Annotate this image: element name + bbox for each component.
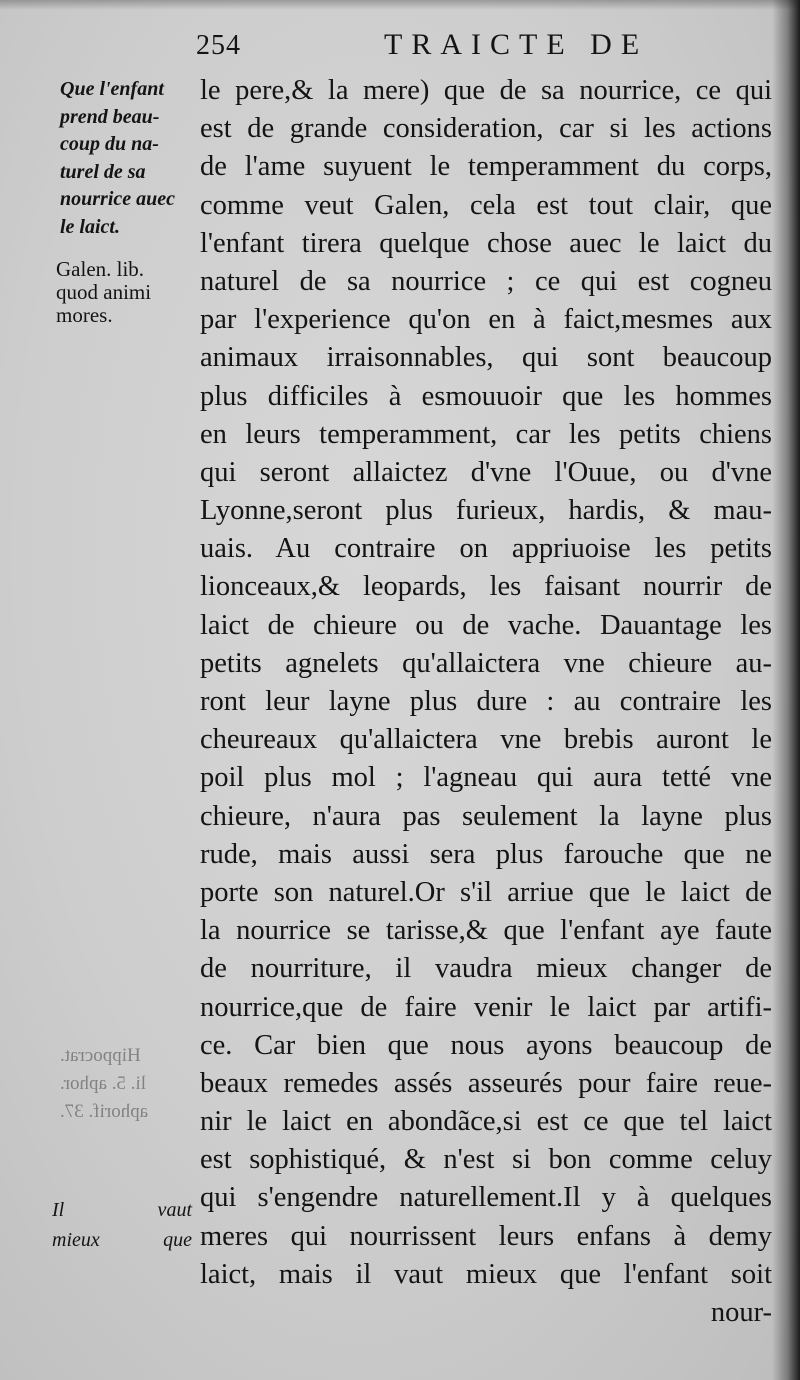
text-line: est sophistiqué, & n'est si bon comme celuy	[200, 1144, 772, 1176]
text-line: uais. Au contraire on appriuoise les petits	[200, 533, 772, 565]
catchword: nour-	[710, 1297, 772, 1328]
margin-note-line: prend beau-	[60, 105, 160, 128]
bleed-through-text	[60, 1042, 200, 1126]
text-line: comme veut Galen, cela est tout clair, que	[200, 189, 772, 221]
bleed-through-line: aphorif. 37.	[60, 1101, 149, 1122]
text-line: en leurs temperamment, car les petits chiens	[200, 418, 772, 450]
margin-note-nourrice	[60, 76, 175, 241]
margin-note-line: mieux que	[52, 1229, 192, 1251]
text-line: animaux irraisonnables, qui sont beaucoup	[200, 342, 772, 374]
text-line: est de grande consideration, car si les actions	[200, 113, 772, 145]
margin-note-line: nourrice auec	[60, 188, 175, 210]
text-line: nir le laict en abondãce,si est ce que tel laict	[200, 1106, 772, 1138]
page-top-shadow	[0, 0, 800, 10]
page-number: 254	[196, 30, 241, 61]
margin-note-line: Il vaut	[52, 1199, 192, 1221]
margin-note-line: quod animi	[56, 280, 152, 304]
text-line: cheureaux qu'allaictera vne brebis auront le	[200, 724, 772, 756]
text-line: plus difficiles à esmouuoir que les hommes	[200, 380, 772, 412]
text-line: la nourrice se tarisse,& que l'enfant aye faute	[200, 915, 772, 947]
text-line: de nourriture, il vaudra mieux changer de	[200, 953, 772, 985]
margin-note-line: Galen. lib.	[56, 257, 145, 281]
main-text-block	[200, 72, 772, 1332]
margin-note-line: coup du na-	[60, 133, 159, 155]
text-line: de l'ame suyuent le temperamment du corps,	[200, 151, 772, 183]
text-line: l'enfant tirera quelque chose auec le laict du	[200, 227, 772, 259]
text-line: poil plus mol ; l'agneau qui aura tetté vne	[200, 762, 772, 794]
margin-note-line: mores.	[56, 303, 113, 327]
text-line: meres qui nourrissent leurs enfans à demy	[200, 1220, 772, 1252]
text-line: laict de chieure ou de vache. Dauantage les	[200, 609, 772, 641]
gutter-shadow	[772, 0, 800, 1380]
text-line: qui seront allaictez d'vne l'Ouue, ou d'vne	[200, 456, 772, 488]
bleed-through-line: Hippocrat.	[60, 1045, 141, 1066]
text-line: Lyonne,seront plus furieux, hardis, & mau-	[200, 495, 772, 527]
text-line: naturel de sa nourrice ; ce qui est cogneu	[200, 265, 772, 297]
text-line: beaux remedes assés asseurés pour faire reue-	[200, 1067, 772, 1099]
text-line: par l'experience qu'on en à faict,mesmes aux	[200, 304, 772, 336]
running-title: TRAICTE DE	[384, 28, 649, 61]
bleed-through-line: li. 5. aphor.	[60, 1073, 147, 1094]
margin-note-il-vaut-mieux	[52, 1195, 192, 1255]
margin-note-galen	[56, 258, 151, 327]
text-line: qui s'engendre naturellement.Il y à quelques	[200, 1182, 772, 1214]
page-header	[0, 24, 800, 70]
margin-note-line: Que l'enfant	[60, 78, 164, 100]
margin-note-line: turel de sa	[60, 160, 146, 183]
text-line: le pere,& la mere) que de sa nourrice, ce qui	[200, 75, 772, 106]
text-line: petits agnelets qu'allaictera vne chieure au-	[200, 647, 772, 679]
text-line: chieure, n'aura pas seulement la layne plus	[200, 800, 772, 832]
text-line: laict, mais il vaut mieux que l'enfant soit	[200, 1258, 772, 1290]
text-line: lionceaux,& leopards, les faisant nourrir de	[200, 571, 772, 603]
margin-note-line: le laict.	[60, 215, 120, 238]
text-line: ce. Car bien que nous ayons beaucoup de	[200, 1029, 772, 1061]
text-line: ront leur layne plus dure : au contraire les	[200, 686, 772, 717]
text-line: nourrice,que de faire venir le laict par artifi-	[200, 991, 772, 1023]
text-line: rude, mais aussi sera plus farouche que ne	[200, 838, 772, 870]
text-line: porte son naturel.Or s'il arriue que le laict de	[200, 876, 772, 908]
